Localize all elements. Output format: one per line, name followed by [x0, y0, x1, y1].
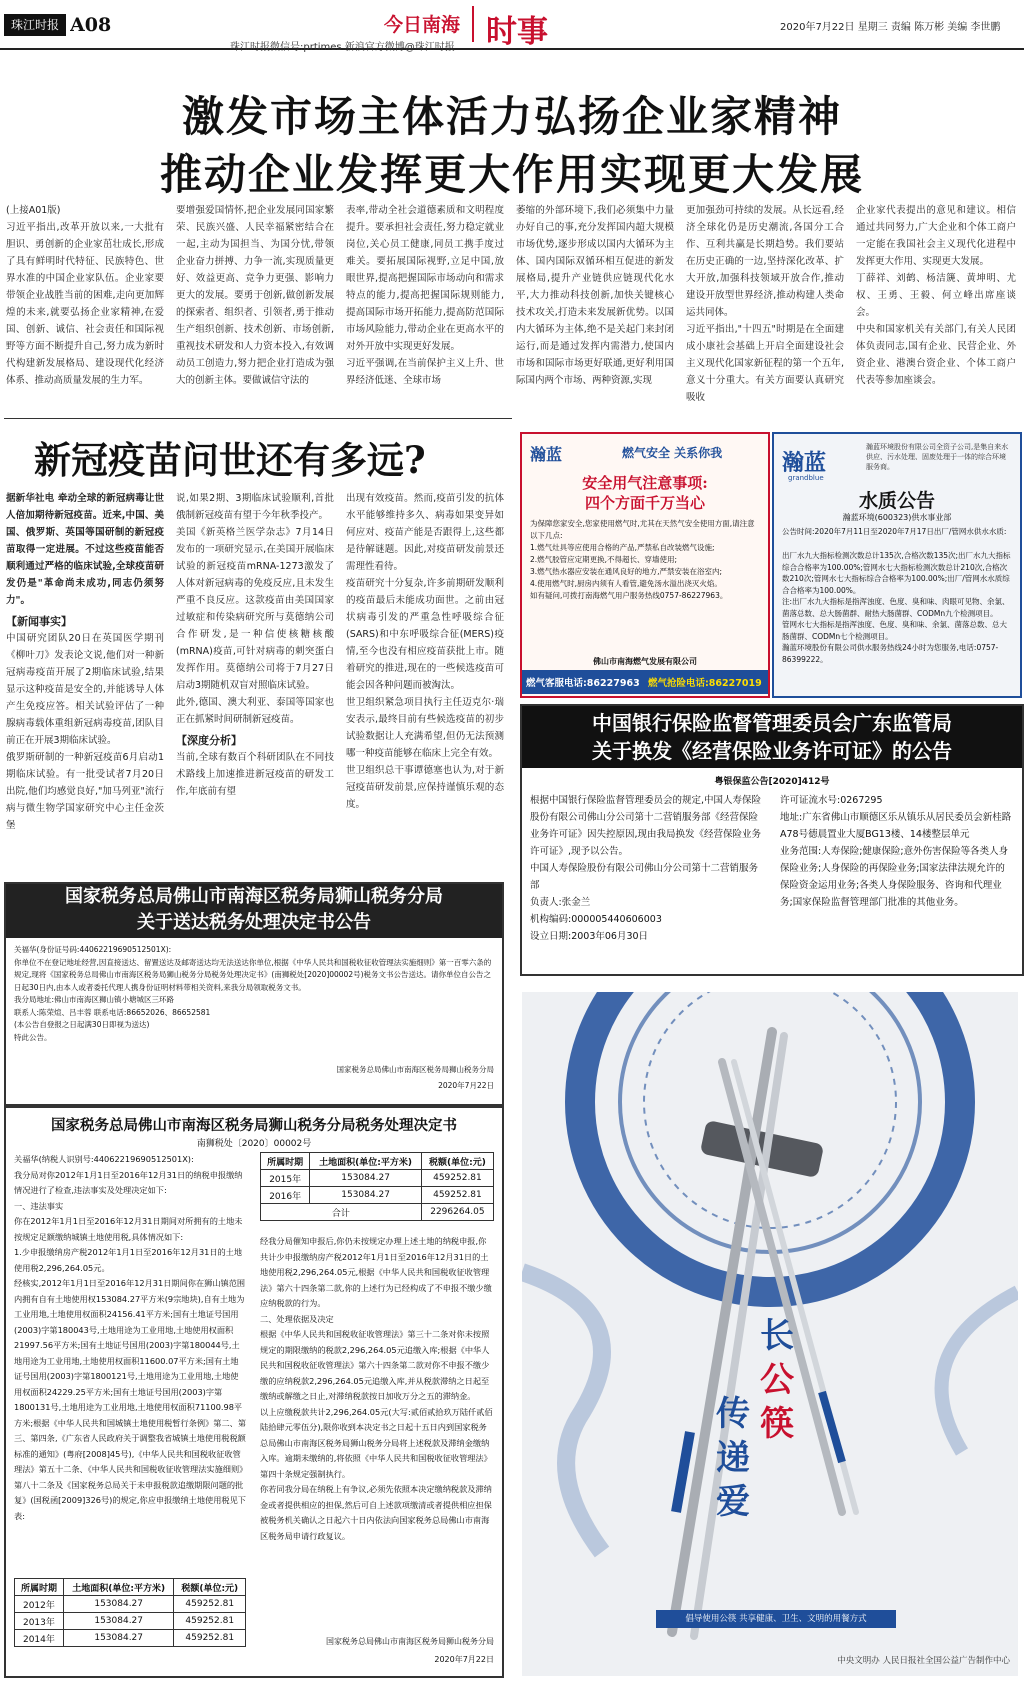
water-ad-period: 公告时间:2020年7月11日至2020年7月17日出厂/管网水供水水质: [782, 527, 1007, 536]
gas-ad-hotline-bar [522, 670, 768, 694]
chopstick-pattern-band-1 [676, 1432, 690, 1512]
tax-notice-title-1: 国家税务总局佛山市南海区税务局狮山税务分局 [65, 886, 443, 907]
lead-article-col-4: 萎缩的外部环境下,我们必须集中力量办好自己的事,充分发挥国内超大规模市场优势,逐步形成以国内大循环为主体、国内国际双循环相互促进的新发展格局,提升产业链供应链现代化水平,大力推动科技创新,加快关键核心技术攻关,打造未来发展新优势。以国内大循环为主体,绝不是关起门来封闭运行,而是通过发挥内需潜力,使国内市场和国际市场更好联通,更好利用国际国内两个市场、两种资源,实现 [516, 205, 674, 386]
gas-ad-service-hotline: 燃气客服电话:86227963 [526, 678, 640, 689]
table-cell: 2013年 [15, 1613, 64, 1630]
chopstick-1 [672, 1032, 772, 1632]
section-divider [472, 6, 474, 42]
tax-decision-title: 国家税务总局佛山市南海区税务局狮山税务分局税务处理决定书 [51, 1117, 457, 1134]
vaccine-col-1 [6, 490, 164, 880]
table-row [15, 1596, 246, 1613]
table-header-period: 所属时期 [261, 1153, 310, 1170]
water-ad-brand-en: grandblue [788, 474, 824, 482]
tax-notice-banner [6, 884, 502, 938]
psa-slogan-left: 传递爱 [716, 1394, 750, 1522]
table-cell: 153084.27 [310, 1170, 422, 1187]
water-ad-intro: 瀚蓝环境股份有限公司全资子公司,是集自来水供应、污水处理、固废处理于一体的综合环境服务商。 [866, 443, 1009, 471]
tax-delivery-notice [4, 882, 504, 1106]
cbirc-title-1: 中国银行保险监督管理委员会广东监管局 [592, 711, 952, 735]
lead-article-col-2: 要增强爱国情怀,把企业发展同国家繁荣、民族兴盛、人民幸福紧密结合在一起,主动为国担当、为国分忧,带领企业奋力拼搏、力争一流,实现质量更好、效益更高、竞争力更强、影响力更大的发展。要勇于创新,做创新发展的探索者、组织者、引领者,勇于推动生产组织创新、技术创新、市场创新,重视技术研发和人力资本投入,有效调动员工创造力,努力把企业打造成为强大的创新主体。要做诚信守法的 [176, 205, 334, 386]
cbirc-left-col: 根据中国银行保险监督管理委员会的规定,中国人寿保险股份有限公司佛山分公司第十二营销服务部《经营保险业务许可证》因失控原因,现由我局换发《经营保险业务许可证》,现予以公告。 中国人寿保险股份有限公司佛山分公司第十二营销服务部 负责人:张金兰 机构编码:000005440606003 设立日期:2003年06月30日 [530, 795, 762, 942]
table-header-area: 土地面积(单位:平方米) [63, 1579, 174, 1596]
gas-ad-body: 为保障您家安全,您家使用燃气时,尤其在天然气安全使用方面,请注意以下几点: 1.燃气灶具等应使用合格的产品,严禁私自改装燃气设施; 2.燃气胶管应定期更换,不得超长、穿墙使用; 3.燃气热水器应安装在通风良好的地方,严禁安装在浴室内; 4.使用燃气时,厨房内须有人看管,避免汤水溢出浇灭火焰。 如有疑问,可拨打南海燃气用户服务热线0757-86227963。 [530, 519, 755, 600]
cbirc-title-banner [522, 706, 1022, 768]
cbirc-title-2: 关于换发《经营保险业务许可证》的公告 [592, 739, 952, 763]
porcelain-swirl-right [942, 1292, 1018, 1452]
water-ad-body: 出厂水九大指标检测次数总计135次,合格次数135次;出厂水九大指标综合合格率为100.00%;管网水七大指标检测次数总计210次,合格次数210次;管网水七大指标综合合格率为100.00%;出厂/管网水水质综合合格率为100.00%。 注:出厂水九大指标是指浑浊度、色度、臭和味、肉眼可见物、余氯、菌落总数、总大肠菌群、耐热大肠菌群、CODMn九个检测项目。 管网水七大指标是指浑浊度、色度、臭和味、余氯、菌落总数、总大肠菌群、CODMn七个检测项目。 瀚蓝环境股份有限公司供水服务热线24小时为您服务,电话:0757-86399222。 [782, 551, 1011, 664]
lead-article-col-6: 企业家代表提出的意见和建议。相信通过共同努力,广大企业和个体工商户一定能在我国社会主义现代化进程中发挥更大作用、实现更大发展。 丁薛祥、刘鹤、杨洁篪、黄坤明、尤权、王勇、王毅、何立峰出席座谈会。 中央和国家机关有关部门,有关人民团体负责同志,国有企业、民营企业、外资企业、港澳台资企业、个体工商户代表等参加座谈会。 [856, 205, 1016, 386]
water-quality-ad [772, 432, 1022, 698]
gas-safety-ad [520, 432, 770, 698]
table-cell: 2012年 [15, 1596, 64, 1613]
cbirc-right-col: 许可证流水号:0267295 地址:广东省佛山市顺德区乐从镇乐从居民委员会新桂路A78号德晨置业大厦BG13楼、14楼整层单元 业务范围:人寿保险;健康保险;意外伤害保险等各类人身保险业务;人身保险的再保险业务;国家法律法规允许的保险资金运用业务;各类人身保险服务、咨询和代理业务;国家保险监督管理部门批准的其他业务。 [780, 795, 1012, 908]
vaccine-subhead-analysis: 【深度分析】 [176, 734, 242, 747]
table-header-area: 土地面积(单位:平方米) [310, 1153, 422, 1170]
tax-table-2015-2016 [260, 1152, 494, 1221]
headline-line-1: 激发市场主体活力弘扬企业家精神 [181, 92, 842, 141]
tax-decision-col-1: 关福华(纳税人识别号:44062219690512501X): 我分局对你2012年1月1日至2016年12月31日的纳税申报缴纳情况进行了检查,违法事实及处理决定如下: 一、违法事实 你在2012年1月1日至2016年12月31日期间对所拥有的土地未按规定足额缴纳城镇土地使用税,具体情况如下: 1.少申报缴纳房产税2012年1月1日至2016年12月31日的土地使用税2,296,264.05元。 经核实,2012年1月1日至2016年12月31日期间你在狮山镇范围内拥有自有土地使用权153084.27平方米(9宗地块),自有土地为工业用地,土地使用权面积24156.41平方米;国有土地证号国用(2003)字第180043号,土地用途为工业用地,土地使用权面积21997.56平方米;国有土地证号国用(2003)字第180044号,土地用途为工业用地,土地使用权面积11600.07平方米;国有土地证号国用(2003)字第1800121号,土地用途为工业用地,土地使用权面积24229.25平方米;国有土地证号国用(2003)字第1800131号,土地用途为工业用地,土地使用权面积71100.98平方米;根据《中华人民共和国城镇土地使用税暂行条例》第二、第三、第四条,《广东省人民政府关于调整我省城镇土地使用税税额标准的通知》(粤府[2008]45号),《中华人民共和国税收征收管理法》第五十二条、《中华人民共和国税收征收管理法实施细则》第八十二条及《国家税务总局关于未申报税款追缴期限问题的批复》(国税函[2009]326号)的规定,你应申报缴纳土地使用税见下表: [14, 1154, 246, 1521]
gas-ad-emergency-hotline: 燃气抢险电话:86227019 [648, 678, 762, 689]
table-cell: 153084.27 [63, 1630, 174, 1647]
vaccine-col2-body: 说,如果2期、3期临床试验顺利,首批俄制新冠疫苗有望于今年秋季投产。 美国《新英格兰医学杂志》7月14日发布的一项研究显示,在美国开展临床试验的新冠疫苗mRNA-1273激发了人体对新冠病毒的免疫反应,且未发生严重不良反应。这款疫苗由美国国家过敏症和传染病研究所与莫德纳公司合作研发,是一种信使核糖核酸(mRNA)疫苗,可针对病毒的刺突蛋白发挥作用。莫德纳公司将于7月27日启动3期随机双盲对照临床试验。 此外,德国、澳大利亚、泰国等国家也正在抓紧时间研制新冠疫苗。 [176, 493, 334, 725]
cbirc-ref: 粤银保监公告[2020]412号 [714, 777, 830, 787]
vaccine-facts-body: 中国研究团队20日在英国医学期刊《柳叶刀》发表论文说,他们对一种新冠病毒疫苗开展了2期临床试验,结果显示这种疫苗是安全的,并能诱导人体产生免疫应答。相关试验评估了一种腺病毒载体重组新冠病毒疫苗,团队目前正在开展3期临床试验。 俄罗斯研制的一种新冠疫苗6月启动1期临床试验。有一批受试者7月20日出院,他们均感觉良好,"加马列亚"流行病与微生物学国家研究中心主任金茨堡 [6, 633, 164, 831]
tax-notice-body: 关福华(身份证号码:44062219690512501X): 你单位不在登记地址经营,因直接送达、留置送达及邮寄送达均无法送达你单位,根据《中华人民共和国税收征收管理法实施细则》第一百零六条的规定,现将《国家税务总局佛山市南海区税务局狮山税务分局税务处理决定书》(南狮税处[2020]00002号)税务文书公告送达。请你单位自公告之日起30日内,由本人或者委托代理人携身份证明材料带相关资料,来我分局领取税务文书。 我分局地址:佛山市南海区狮山镇小塘城区三环路 联系人:陈荣煊、吕丰蓉 联系电话:86652026、86652581 (本公告自登报之日起满30日即视为送达) 特此公告。 [14, 945, 492, 1042]
table-cell: 153084.27 [63, 1613, 174, 1630]
gas-ad-brand: 瀚蓝 [530, 445, 563, 464]
section-label-main: 时事 [486, 14, 548, 50]
tax-decision-sign: 国家税务总局佛山市南海区税务局狮山税务分局 [326, 1637, 494, 1646]
water-ad-title: 水质公告 [858, 490, 935, 512]
section-label-today: 今日南海 [384, 14, 461, 36]
table-row [15, 1613, 246, 1630]
psa-banner: 倡导使用公筷 共享健康、卫生、文明的用餐方式 [656, 1610, 896, 1628]
gas-ad-company: 佛山市南海燃气发展有限公司 [593, 657, 697, 666]
section-rule [4, 418, 512, 419]
table-cell: 459252.81 [174, 1630, 246, 1647]
gas-ad-slogan: 燃气安全 关系你我 [622, 446, 723, 460]
water-ad-brand: 瀚蓝 [782, 451, 827, 476]
lead-article-col-1: (上接A01版) 习近平指出,改革开放以来,一大批有胆识、勇创新的企业家茁壮成长,形成了具有鲜明时代特征、民族特色、世界水准的中国企业家队伍。企业家要带领企业战胜当前的困难,走向更加辉煌的未来,就要弘扬企业家精神,在爱国、创新、诚信、社会责任和国际视野等方面不断提升自己,努力成为新时代构建新发展格局、建设现代化经济体系、推动高质量发展的生力军。 [6, 205, 164, 386]
table-row [261, 1170, 494, 1187]
tax-decision [4, 1106, 504, 1678]
social-accounts: 珠江时报微信号:prtimes 新浪官方微博@珠江时报 [230, 42, 455, 53]
vaccine-col-3: 出现有效疫苗。然而,疫苗引发的抗体水平能够维持多久、病毒如果变异如何应对、疫苗产能是否跟得上,这些都是待解谜题。因此,对疫苗研发前景还需理性看待。 疫苗研究十分复杂,许多前期研发顺利的疫苗最后未能成功面世。之前由冠状病毒引发的严重急性呼吸综合征(SARS)和中东呼吸综合征(MERS)疫情,至今也没有相应疫苗获批上市。随着研究的推进,现在的一些候选疫苗可能会因各种问题而被淘汰。 世卫组织紧急项目执行主任迈克尔·瑞安表示,最终目前有些候选疫苗的初步试验数据让人充满希望,但仍无法预测哪一种疫苗能够在临床上完全有效。 世卫组织总干事谭德塞也认为,对于新冠疫苗研发前景,应保持谨慎乐观的态度。 [346, 493, 504, 810]
table-row [261, 1187, 494, 1204]
tax-table-2012-2014 [14, 1578, 246, 1647]
gas-ad-title-1: 安全用气注意事项: [582, 474, 708, 492]
table-cell: 459252.81 [421, 1187, 493, 1204]
table-cell: 2015年 [261, 1170, 310, 1187]
vaccine-intro: 据新华社电 牵动全球的新冠病毒让世人倍加期待新冠疫苗。近来,中国、美国、俄罗斯、英国等国研制的新冠疫苗取得一定进展。不过这些疫苗能否顺利通过严格的临床试验,全球疫苗研发仍是"革命尚未成功,同志仍须努力"。 [6, 493, 164, 606]
date-and-editors: 2020年7月22日 星期三 责编 陈万彬 美编 李世鹏 [780, 22, 1001, 33]
table-header-period: 所属时期 [15, 1579, 64, 1596]
table-header-tax: 税额(单位:元) [174, 1579, 246, 1596]
table-cell-total-label: 合计 [261, 1204, 422, 1221]
table-row-total [261, 1204, 494, 1221]
water-ad-subtitle: 瀚蓝环境(600323)供水事业部 [842, 513, 952, 522]
table-header-row [15, 1579, 246, 1596]
vaccine-analysis-body: 当前,全球有数百个科研团队在不同技术路线上加速推进新冠疫苗的研发工作,年底前有望 [176, 752, 334, 797]
table-cell: 2014年 [15, 1630, 64, 1647]
table-cell-total-value: 2296264.05 [421, 1204, 493, 1221]
psa-slogan-top: 长 [760, 1316, 794, 1356]
tax-notice-date: 2020年7月22日 [438, 1081, 494, 1090]
table-cell: 459252.81 [174, 1596, 246, 1613]
table-cell: 153084.27 [310, 1187, 422, 1204]
page-number: A08 [70, 14, 112, 36]
tax-notice-sign: 国家税务总局佛山市南海区税务局狮山税务分局 [336, 1065, 494, 1074]
porcelain-swirl-left [522, 1272, 602, 1552]
lead-article-col-5: 更加强劲可持续的发展。从长远看,经济全球化仍是历史潮流,各国分工合作、互利共赢是长期趋势。我们要站在历史正确的一边,坚持深化改革、扩大开放,加强科技领域开放合作,推动建设开放型世界经济,推动构建人类命运共同体。 习近平指出,"十四五"时期是在全面建成小康社会基础上开启全面建设社会主义现代化国家新征程的第一个五年,意义十分重大。有关方面要认真研究吸收 [686, 205, 844, 403]
gas-ad-title-2: 四个方面千万当心 [584, 494, 705, 512]
tax-notice-title-2: 关于送达税务处理决定书公告 [137, 912, 371, 933]
table-cell: 459252.81 [174, 1613, 246, 1630]
table-cell: 2016年 [261, 1187, 310, 1204]
tax-decision-date: 2020年7月22日 [434, 1655, 494, 1664]
lead-article-col-3: 表率,带动全社会道德素质和文明程度提升。要承担社会责任,努力稳定就业岗位,关心员工健康,同员工携手度过难关。要拓展国际视野,立足中国,放眼世界,提高把握国际市场动向和需求特点的能力,提高把握国际规则能力,提高国际市场开拓能力,提高防范国际市场风险能力,带动企业在更高水平的对外开放中实现更好发展。 习近平强调,在当前保护主义上升、世界经济低迷、全球市场 [346, 205, 504, 386]
public-chopsticks-ad [522, 992, 1018, 1676]
vaccine-article-title: 新冠疫苗问世还有多远? [34, 438, 426, 482]
table-row [15, 1630, 246, 1647]
newspaper-logo: 珠江时报 [4, 14, 66, 36]
vaccine-subhead-facts: 【新闻事实】 [6, 615, 72, 628]
vaccine-col-2 [176, 490, 334, 880]
headline-line-2: 推动企业发挥更大作用实现更大发展 [159, 150, 864, 199]
table-cell: 459252.81 [421, 1170, 493, 1187]
tax-decision-col-2: 经我分局催知申报后,你仍未按规定办理上述土地的纳税申报,你共计少申报缴纳房产税2012年1月1日至2016年12月31日的土地使用税2,296,264.05元,根据《中华人民共和国税收征收管理法》第六十四条第二款,你的上述行为已经构成了不申报不缴少缴应纳税款的行为。 二、处理依据及决定 根据《中华人民共和国税收征收管理法》第三十二条对你未按照规定的期限缴纳的税款2,296,264.05元追缴入库;根据《中华人民共和国税收征收管理法》第六十四条第二款对你不申报不缴少缴的应纳税款2,296,264.05元追缴入库,并从税款滞纳之日起至缴纳或解缴之日止,对滞纳税款按日加收万分之五的滞纳金。 以上应缴税款共计2,296,264.05元(大写:贰佰贰拾玖万陆仟贰佰陆拾肆元零伍分),限你收到本决定书之日起十五日内到国家税务总局佛山市南海区税务局狮山税务分局将上述税款及滞纳金缴纳入库。逾期未缴纳的,将依照《中华人民共和国税收征收管理法》第四十条规定强制执行。 你若同我分局在纳税上有争议,必须先依照本决定缴纳税款及滞纳金或者提供相应的担保,然后可自上述款项缴清或者提供相应担保被税务机关确认之日起六十日内依法向国家税务总局佛山市南海区税务局申请行政复议。 [260, 1236, 493, 1541]
cbirc-notice [520, 704, 1024, 976]
table-header-row [261, 1153, 494, 1170]
table-header-tax: 税额(单位:元) [421, 1153, 493, 1170]
table-cell: 153084.27 [63, 1596, 174, 1613]
psa-slogan-right: 公筷 [760, 1360, 794, 1444]
psa-footer: 中央文明办 人民日报社全国公益广告制作中心 [837, 1656, 1010, 1666]
tax-decision-ref: 南狮税处〔2020〕00002号 [196, 1139, 312, 1149]
